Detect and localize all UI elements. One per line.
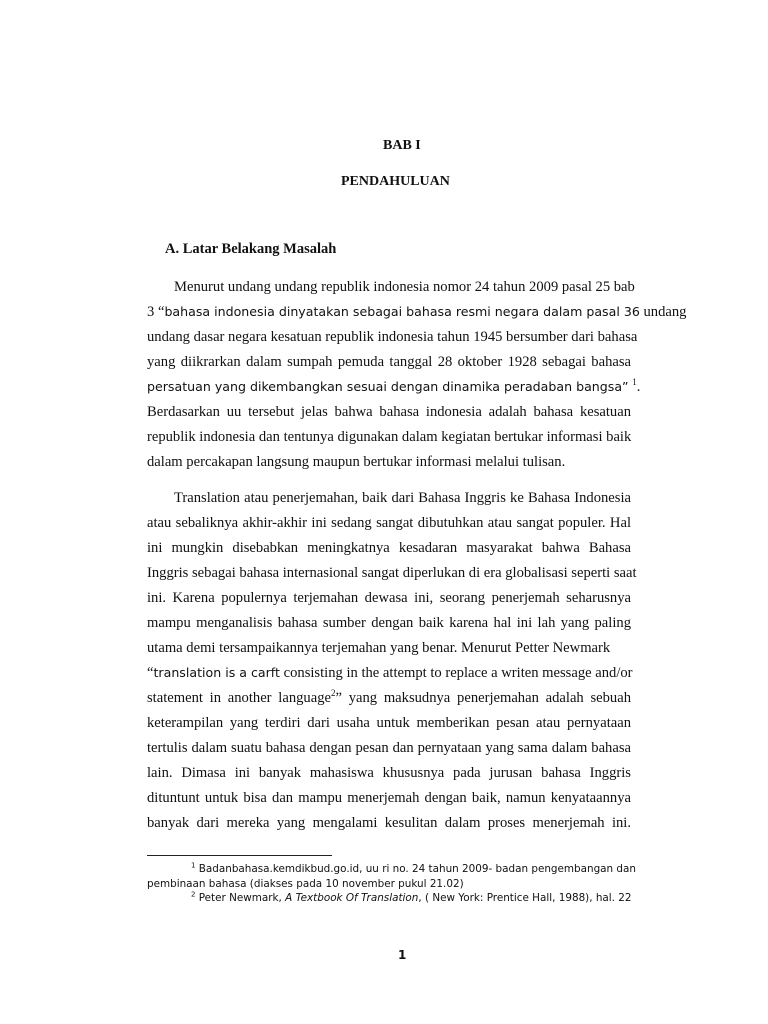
quoted-text: translation is a carft bbox=[153, 665, 280, 680]
footnote-1 bbox=[191, 862, 636, 876]
page-number: 1 bbox=[398, 948, 407, 962]
paragraph-line: undang dasar negara kesatuan republik indonesia tahun 1945 bersumber dari bahasa bbox=[147, 329, 638, 345]
paragraph-line bbox=[147, 663, 631, 683]
text-run: . bbox=[636, 379, 641, 395]
text-run: ” yang maksudnya penerjemahan adalah sebuah bbox=[335, 690, 631, 706]
paragraph-line bbox=[147, 302, 687, 322]
paragraph-line: dituntunt untuk bisa dan mampu menerjemah dengan baik, namun kenyataannya bbox=[147, 790, 631, 806]
paragraph-line: mampu menganalisis bahasa sumber dengan baik karena hal ini lah yang paling bbox=[147, 615, 631, 631]
paragraph-line: lain. Dimasa ini banyak mahasiswa khususnya pada jurusan bahasa Inggris bbox=[147, 765, 631, 781]
footnote-ref: 2 bbox=[330, 688, 336, 699]
paragraph-line: ini. Karena populernya terjemahan dewasa ini, seorang penerjemah seharusnya bbox=[147, 590, 631, 606]
chapter-heading: BAB I bbox=[383, 138, 421, 153]
paragraph-line: Translation atau penerjemahan, baik dari Bahasa Inggris ke Bahasa Indonesia bbox=[174, 490, 631, 506]
paragraph-line: Berdasarkan uu tersebut jelas bahwa bahasa indonesia adalah bahasa kesatuan bbox=[147, 404, 631, 420]
paragraph-line: yang diikrarkan dalam sumpah pemuda tanggal 28 oktober 1928 sebagai bahasa bbox=[147, 354, 631, 370]
paragraph-line: ini mungkin disebabkan meningkatnya kesadaran masyarakat bahwa Bahasa bbox=[147, 540, 631, 556]
footnote-separator bbox=[147, 855, 332, 856]
footnote-text: Badanbahasa.kemdikbud.go.id, uu ri no. 24 tahun 2009- badan pengembangan dan bbox=[195, 863, 636, 875]
text-run: 3 “ bbox=[147, 304, 165, 320]
paragraph-line: atau sebaliknya akhir-akhir ini sedang sangat dibutuhkan atau sangat populer. Hal bbox=[147, 515, 631, 531]
chapter-title: PENDAHULUAN bbox=[341, 174, 450, 189]
paragraph-line: dalam percakapan langsung maupun bertukar informasi melalui tulisan. bbox=[147, 454, 566, 470]
section-heading: A. Latar Belakang Masalah bbox=[165, 241, 337, 257]
footnote-2 bbox=[191, 891, 632, 905]
paragraph-line: keterampilan yang terdiri dari usaha untuk memberikan pesan atau pernyataan bbox=[147, 715, 631, 731]
paragraph-line: Inggris sebagai bahasa internasional sangat diperlukan di era globalisasi seperti saat bbox=[147, 565, 637, 581]
paragraph-line bbox=[147, 377, 641, 397]
paragraph-line: tertulis dalam suatu bahasa dengan pesan dan pernyataan yang sama dalam bahasa bbox=[147, 740, 631, 756]
quoted-text: persatuan yang dikembangkan sesuai dengan dinamika peradaban bangsa” bbox=[147, 379, 629, 394]
text-run: consisting in the attempt to replace a writen message and/or bbox=[279, 665, 633, 681]
book-title: A Textbook Of Translation bbox=[285, 892, 419, 904]
paragraph-line bbox=[147, 688, 631, 708]
footnote-number: 1 bbox=[191, 861, 196, 870]
paragraph-line: republik indonesia dan tentunya digunakan dalam kegiatan bertukar informasi baik bbox=[147, 429, 632, 445]
text-run: statement in another language bbox=[147, 690, 331, 706]
paragraph-line: utama demi tersampaikannya terjemahan yang benar. Menurut Petter Newmark bbox=[147, 640, 611, 656]
footnote-number: 2 bbox=[191, 890, 196, 899]
text-run: “ bbox=[147, 665, 154, 681]
footnote-text: , ( New York: Prentice Hall, 1988), hal. 22 bbox=[418, 892, 632, 904]
paragraph-line: banyak dari mereka yang mengalami kesulitan dalam proses menerjemah ini. bbox=[147, 815, 631, 831]
paragraph-line: Menurut undang undang republik indonesia nomor 24 tahun 2009 pasal 25 bab bbox=[174, 279, 635, 295]
footnote-text: Peter Newmark, bbox=[195, 892, 286, 904]
text-run: undang bbox=[639, 304, 687, 320]
footnote-ref: 1 bbox=[632, 377, 637, 388]
footnote-1-continued: pembinaan bahasa (diakses pada 10 november pukul 21.02) bbox=[147, 878, 464, 890]
quoted-text: bahasa indonesia dinyatakan sebagai bahasa resmi negara dalam pasal 36 bbox=[164, 304, 640, 319]
